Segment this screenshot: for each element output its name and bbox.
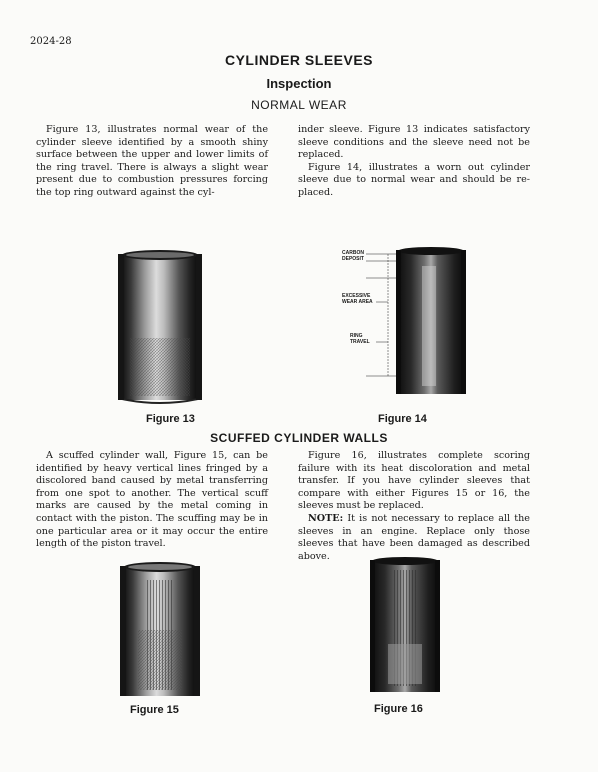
scuffed-right-column (298, 450, 530, 563)
figure-16-image (370, 556, 440, 694)
figure-14-label-ring-travel: RING TRAVEL (350, 333, 370, 345)
page-title: CYLINDER SLEEVES (224, 52, 374, 68)
normal-wear-paragraph-2: Figure 14, illustrates a worn out cylinder sleeve due to normal wear and should be re-placed. (298, 161, 530, 198)
figure-13-image (118, 248, 202, 404)
section-heading-scuffed-cylinder-walls: SCUFFED CYLINDER WALLS (210, 431, 388, 445)
normal-wear-right-column (298, 124, 530, 200)
figure-14-label-carbon-deposit: CARBON DEPOSIT (342, 250, 364, 262)
page-subtitle: Inspection (266, 76, 332, 91)
section-heading-normal-wear: NORMAL WEAR (251, 98, 347, 112)
figure-15-image (120, 560, 200, 700)
figure-16-caption: Figure 16 (374, 703, 423, 715)
figure-13-caption: Figure 13 (146, 413, 195, 425)
page-number: 2024-28 (30, 36, 72, 47)
note-label: NOTE: (308, 512, 344, 524)
figure-14-caption: Figure 14 (378, 413, 427, 425)
figure-14-leader-lines (340, 250, 400, 380)
figure-15-caption: Figure 15 (130, 704, 179, 716)
note-text: It is not necessary to replace all the sleeves in an engine. Replace only those sleeves that have been damaged as described above. (298, 512, 530, 562)
figure-14-label-excessive-wear-area: EXCESSIVE WEAR AREA (342, 293, 373, 305)
normal-wear-left-column (36, 124, 268, 200)
scuffed-paragraph-2: Figure 16, illustrates complete scoring failure with its heat discoloration and metal transfer. If you have cylinder sleeves that compare with either Figures 15 or 16, the sleeves must be replaced. (298, 450, 530, 512)
figure-14-image (396, 246, 466, 396)
normal-wear-paragraph-1-cont: inder sleeve. Figure 13 indicates satisfactory sleeve conditions and the sleeve need not be replaced. (298, 124, 530, 161)
scuffed-paragraph-1: A scuffed cylinder wall, Figure 15, can be identified by heavy vertical lines fringed by a discolored band caused by metal transferring from one spot to another. The vertical scuff marks are caused by the metal coming in contact with the piston. The scuffing may be in one particular area or it may occur the entire length of the piston travel. (36, 450, 268, 550)
normal-wear-paragraph-1: Figure 13, illustrates normal wear of the cylinder sleeve identified by a smooth shiny surface between the upper and lower limits of the ring travel. There is always a slight wear present due to combustion pressures forcing the top ring outward against the cyl- (36, 124, 268, 198)
scuffed-left-column (36, 450, 268, 551)
